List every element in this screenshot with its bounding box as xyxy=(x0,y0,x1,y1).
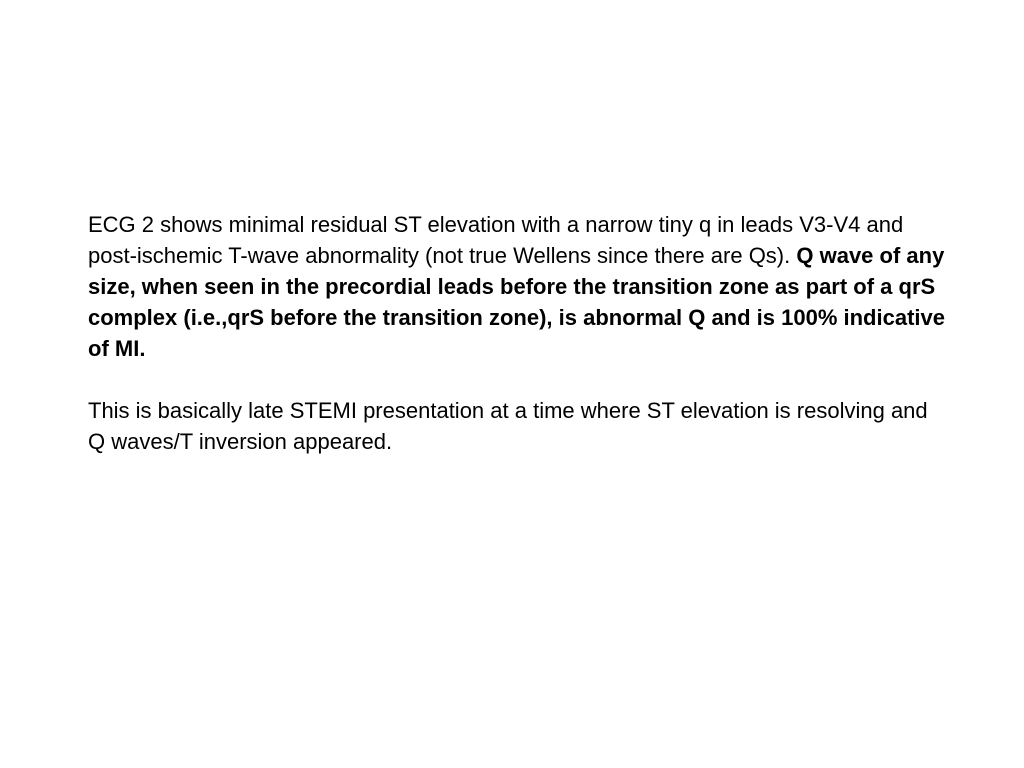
stemi-conclusion-text: This is basically late STEMI presentation at a time where ST elevation is resolving and Q waves/T inversion appeared. xyxy=(88,398,928,454)
paragraph-stemi-conclusion xyxy=(88,395,948,457)
slide-text-body xyxy=(88,209,948,457)
ecg-findings-text: ECG 2 shows minimal residual ST elevation with a narrow tiny q in leads V3-V4 and post-ischemic T-wave abnormality (not true Wellens since there are Qs). xyxy=(88,212,904,268)
paragraph-ecg-findings xyxy=(88,209,948,364)
q-wave-key-point: Q wave of any size, when seen in the precordial leads before the transition zone as part of a qrS complex (i.e.,qrS before the transition zone), is abnormal Q and is 100% indicative of MI. xyxy=(88,243,945,361)
